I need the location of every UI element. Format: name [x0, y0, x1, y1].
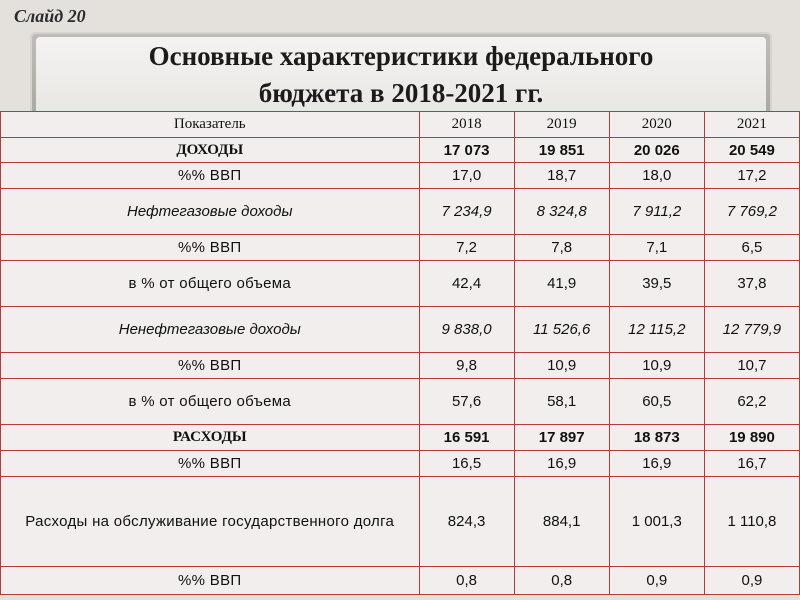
slide-title	[36, 38, 766, 112]
row-value: 16,5	[419, 451, 514, 477]
row-label: РАСХОДЫ	[1, 425, 420, 451]
row-label: %% ВВП	[1, 163, 420, 189]
header-year: 2021	[704, 112, 799, 138]
row-value: 39,5	[609, 261, 704, 307]
row-value: 18 873	[609, 425, 704, 451]
row-value: 12 779,9	[704, 307, 799, 353]
table-row	[1, 163, 800, 189]
row-label: в % от общего объема	[1, 261, 420, 307]
row-value: 7 911,2	[609, 189, 704, 235]
row-value: 824,3	[419, 477, 514, 567]
row-value: 57,6	[419, 379, 514, 425]
row-value: 884,1	[514, 477, 609, 567]
table-row	[1, 235, 800, 261]
row-label: Ненефтегазовые доходы	[1, 307, 420, 353]
table-row	[1, 425, 800, 451]
row-value: 0,9	[609, 567, 704, 595]
row-value: 8 324,8	[514, 189, 609, 235]
row-label: %% ВВП	[1, 235, 420, 261]
row-value: 1 001,3	[609, 477, 704, 567]
table-row	[1, 567, 800, 595]
row-value: 12 115,2	[609, 307, 704, 353]
row-value: 18,7	[514, 163, 609, 189]
row-value: 16,7	[704, 451, 799, 477]
row-value: 1 110,8	[704, 477, 799, 567]
table-row	[1, 353, 800, 379]
row-value: 10,9	[514, 353, 609, 379]
table-row	[1, 261, 800, 307]
row-value: 19 851	[514, 138, 609, 163]
slide-number-label: Слайд 20	[14, 6, 86, 26]
table-row	[1, 477, 800, 567]
row-label: %% ВВП	[1, 451, 420, 477]
row-value: 6,5	[704, 235, 799, 261]
row-label: Расходы на обслуживание государственного долга	[1, 477, 420, 567]
row-label: ДОХОДЫ	[1, 138, 420, 163]
slide-title-line1: Основные характеристики федерального	[148, 41, 654, 71]
row-value: 7,8	[514, 235, 609, 261]
row-value: 7 769,2	[704, 189, 799, 235]
row-value: 42,4	[419, 261, 514, 307]
row-value: 0,8	[514, 567, 609, 595]
row-value: 7,2	[419, 235, 514, 261]
row-value: 19 890	[704, 425, 799, 451]
header-indicator: Показатель	[1, 112, 420, 138]
row-value: 10,9	[609, 353, 704, 379]
row-label: Нефтегазовые доходы	[1, 189, 420, 235]
row-value: 18,0	[609, 163, 704, 189]
row-value: 0,9	[704, 567, 799, 595]
row-value: 20 549	[704, 138, 799, 163]
row-value: 9 838,0	[419, 307, 514, 353]
table-row	[1, 138, 800, 163]
table-row	[1, 189, 800, 235]
row-value: 62,2	[704, 379, 799, 425]
row-value: 16,9	[609, 451, 704, 477]
row-label: в % от общего объема	[1, 379, 420, 425]
table-row	[1, 451, 800, 477]
row-label: %% ВВП	[1, 567, 420, 595]
row-value: 7 234,9	[419, 189, 514, 235]
row-value: 17,2	[704, 163, 799, 189]
budget-table	[0, 111, 800, 595]
row-value: 0,8	[419, 567, 514, 595]
table-header-row	[1, 112, 800, 138]
slide-title-line2: бюджета в 2018-2021 гг.	[258, 78, 544, 108]
row-value: 10,7	[704, 353, 799, 379]
row-value: 7,1	[609, 235, 704, 261]
row-value: 58,1	[514, 379, 609, 425]
header-year: 2020	[609, 112, 704, 138]
row-value: 20 026	[609, 138, 704, 163]
row-value: 11 526,6	[514, 307, 609, 353]
row-value: 41,9	[514, 261, 609, 307]
header-year: 2018	[419, 112, 514, 138]
row-value: 16 591	[419, 425, 514, 451]
row-label: %% ВВП	[1, 353, 420, 379]
table-row	[1, 307, 800, 353]
row-value: 17 073	[419, 138, 514, 163]
row-value: 17 897	[514, 425, 609, 451]
row-value: 9,8	[419, 353, 514, 379]
table-row	[1, 379, 800, 425]
header-year: 2019	[514, 112, 609, 138]
row-value: 37,8	[704, 261, 799, 307]
row-value: 60,5	[609, 379, 704, 425]
row-value: 16,9	[514, 451, 609, 477]
row-value: 17,0	[419, 163, 514, 189]
